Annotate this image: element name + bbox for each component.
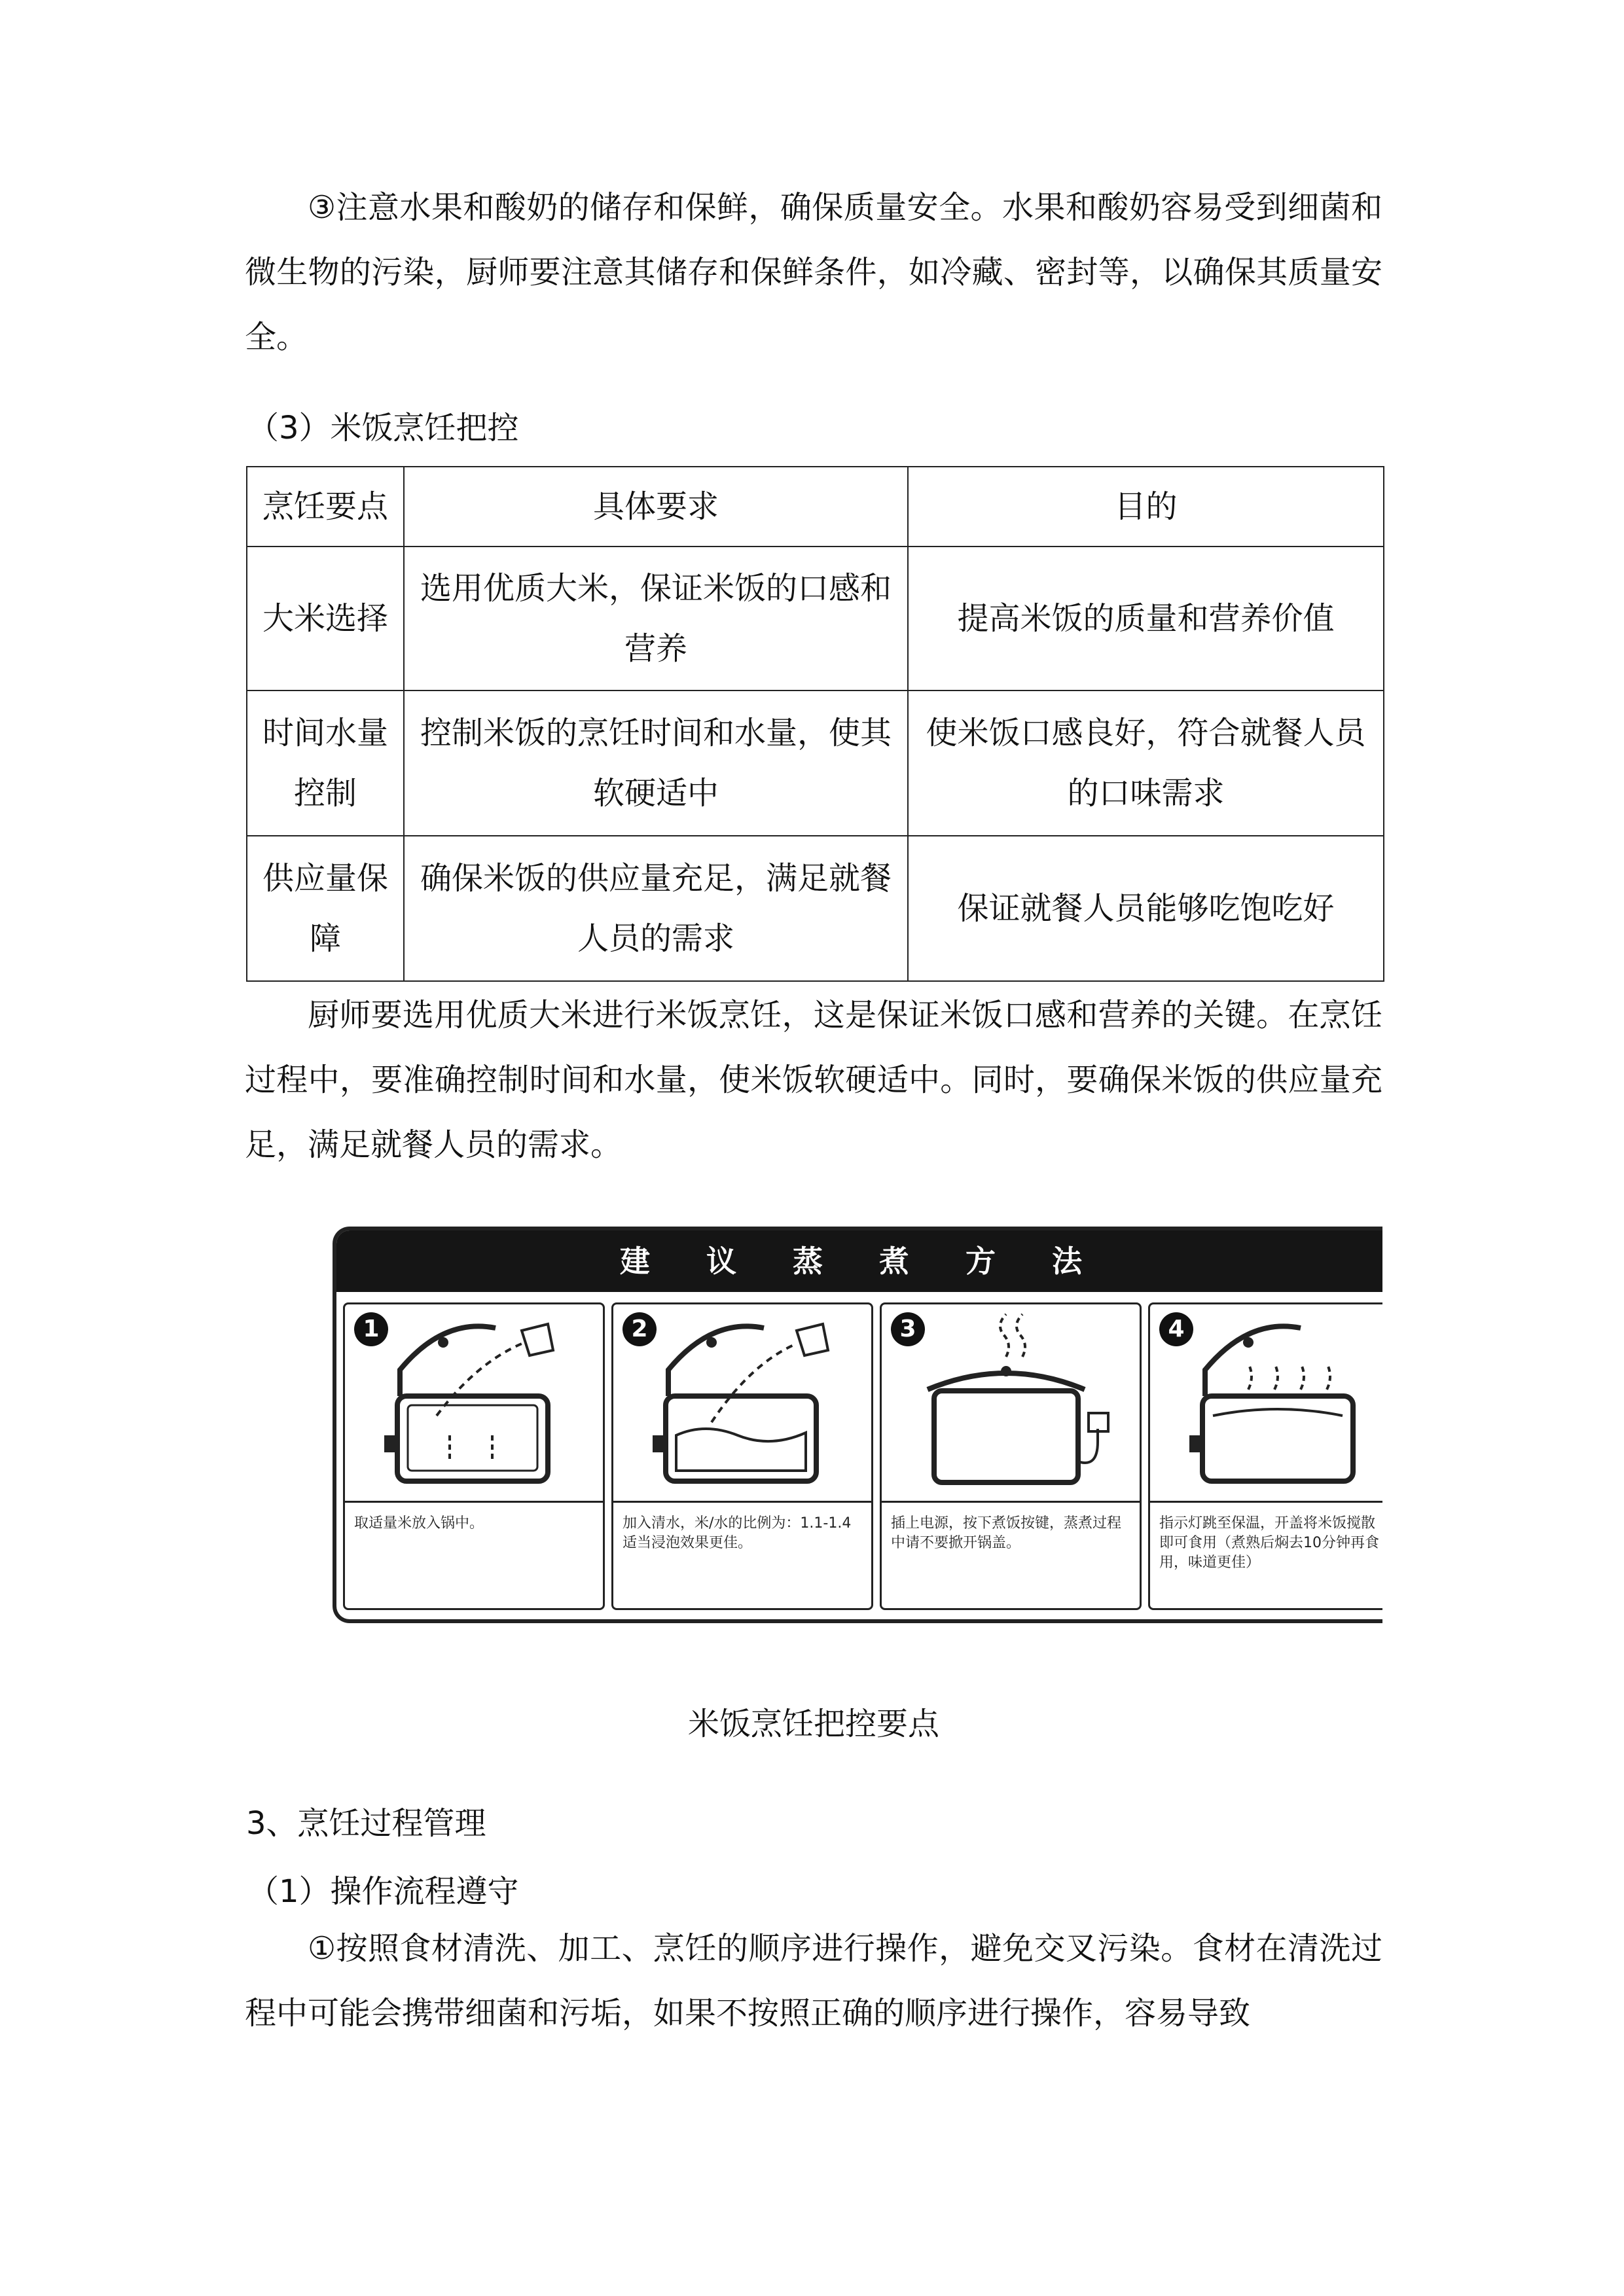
step-number: 4 (1159, 1312, 1193, 1346)
step-number: 3 (891, 1312, 925, 1346)
table-header: 具体要求 (404, 467, 908, 547)
table-cell: 确保米饭的供应量充足，满足就餐人员的需求 (404, 836, 908, 981)
step-caption: 取适量米放入锅中。 (354, 1515, 484, 1532)
cooking-method-figure (333, 1227, 1382, 1623)
table-header: 目的 (908, 467, 1384, 547)
step-caption: 指示灯跳至保温，开盖将米饭搅散即可食用（煮熟后焖去10分钟再食用，味道更佳） (1159, 1515, 1379, 1571)
step-panel-4 (1148, 1302, 1382, 1610)
step-number: 2 (623, 1312, 657, 1346)
body-paragraph: 厨师要选用优质大米进行米饭烹饪，这是保证米饭口感和营养的关键。在烹饪过程中，要准确控制时间和水量，使米饭软硬适中。同时，要确保米饭的供应量充足，满足就餐人员的需求。 (245, 997, 1382, 1163)
subsection-heading: （1）操作流程遵守 (247, 1873, 519, 1910)
step-panel-1 (343, 1302, 605, 1610)
step-panel-2 (611, 1302, 873, 1610)
table-cell: 选用优质大米，保证米饭的口感和营养 (404, 547, 908, 691)
intro-paragraph: ③注意水果和酸奶的储存和保鲜，确保质量安全。水果和酸奶容易受到细菌和微生物的污染，厨师要注意其储存和保鲜条件，如冷藏、密封等，以确保其质量安全。 (245, 189, 1382, 355)
table-cell: 提高米饭的质量和营养价值 (908, 547, 1384, 691)
table-header: 烹饪要点 (247, 467, 404, 547)
step-caption: 插上电源，按下煮饭按键，蒸煮过程中请不要掀开锅盖。 (891, 1515, 1122, 1551)
table-header-row (247, 467, 1384, 547)
table-cell: 时间水量控制 (247, 691, 404, 836)
table-cell: 控制米饭的烹饪时间和水量，使其软硬适中 (404, 691, 908, 836)
table-cell: 使米饭口感良好，符合就餐人员的口味需求 (908, 691, 1384, 836)
table-row (247, 547, 1384, 691)
table-row (247, 836, 1384, 981)
final-paragraph: ①按照食材清洗、加工、烹饪的顺序进行操作，避免交叉污染。食材在清洗过程中可能会携带细菌和污垢，如果不按照正确的顺序进行操作，容易导致 (245, 1930, 1382, 2032)
figure-caption: 米饭烹饪把控要点 (687, 1706, 939, 1742)
step-caption: 加入清水，米/水的比例为：1.1-1.4适当浸泡效果更佳。 (623, 1515, 852, 1551)
step-panel-3 (880, 1302, 1142, 1610)
section-heading: （3）米饭烹饪把控 (247, 410, 519, 446)
table-cell: 保证就餐人员能够吃饱吃好 (908, 836, 1384, 981)
table-row (247, 691, 1384, 836)
step-number: 1 (354, 1312, 388, 1346)
figure-title: 建议蒸煮方法 (336, 1230, 1382, 1292)
section3-heading: 3、烹饪过程管理 (246, 1805, 486, 1842)
rice-cooking-table (246, 466, 1384, 982)
table-cell: 大米选择 (247, 547, 404, 691)
table-cell: 供应量保障 (247, 836, 404, 981)
